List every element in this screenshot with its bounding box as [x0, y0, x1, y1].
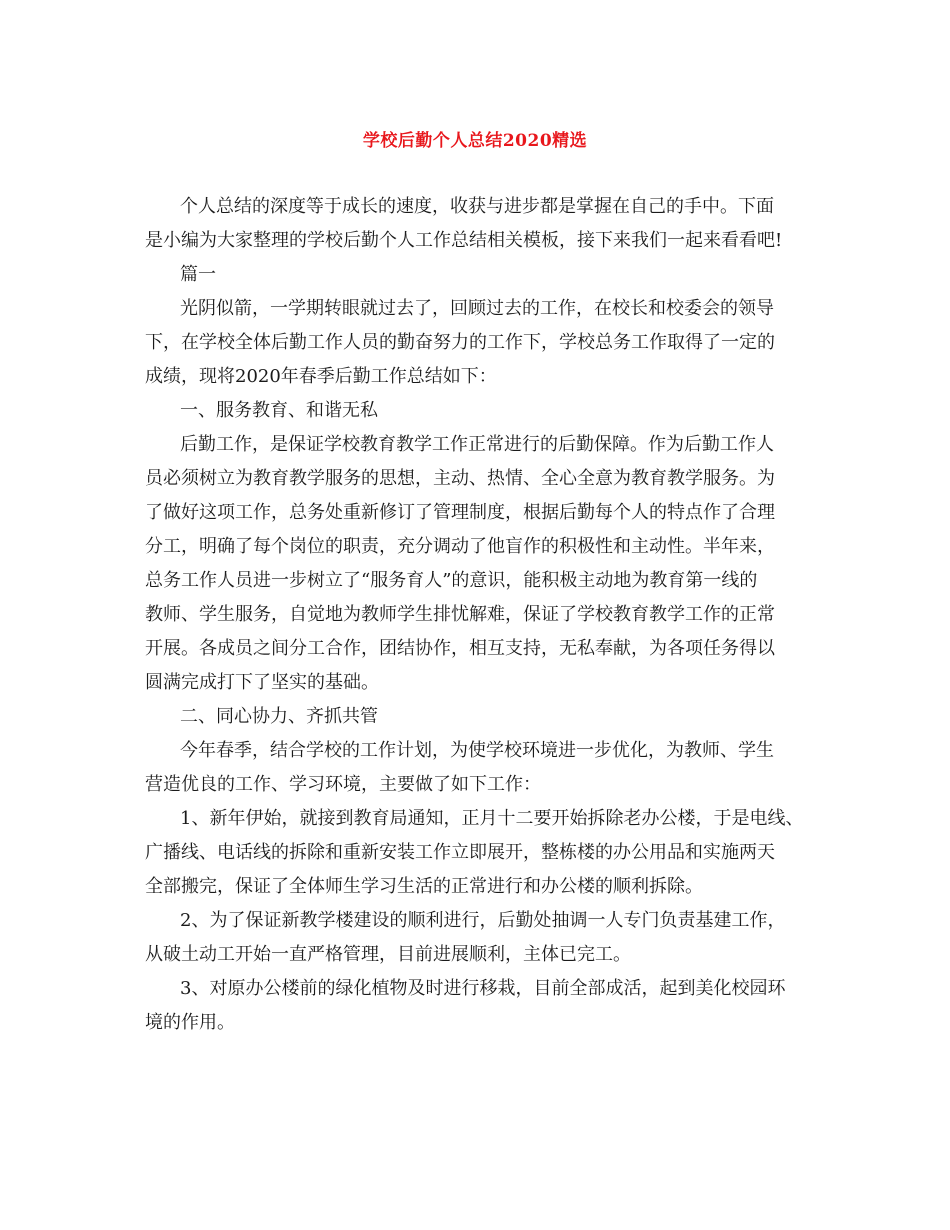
text-line: 分工，明确了每个岗位的职责，充分调动了他盲作的积极性和主动性。半年来，: [145, 536, 775, 557]
text-line: 2、为了保证新教学楼建设的顺利进行，后勤处抽调一人专门负责基建工作，: [180, 910, 786, 931]
text-line: 从破土动工开始一直严格管理，目前进展顺利，主体已完工。: [145, 944, 631, 965]
text-line: 是小编为大家整理的学校后勤个人工作总结相关模板，接下来我们一起来看看吧!: [145, 230, 783, 251]
text-line: 二、同心协力、齐抓共管: [180, 706, 378, 727]
text-line: 一、服务教育、和谐无私: [180, 400, 378, 421]
text-line: 光阴似箭，一学期转眼就过去了，回顾过去的工作，在校长和校委会的领导: [180, 298, 774, 319]
text-line: 教师、学生服务，自觉地为教师学生排忧解难，保证了学校教育教学工作的正常: [145, 604, 775, 625]
text-line: 下，在学校全体后勤工作人员的勤奋努力的工作下，学校总务工作取得了一定的: [145, 332, 775, 353]
document-title: 学校后勤个人总结2020精选: [362, 131, 588, 151]
text-line: 境的作用。: [145, 1012, 235, 1033]
text-line: 今年春季，结合学校的工作计划，为使学校环境进一步优化，为教师、学生: [180, 740, 774, 761]
text-line: 后勤工作，是保证学校教育教学工作正常进行的后勤保障。作为后勤工作人: [180, 434, 774, 455]
text-line: 营造优良的工作、学习环境，主要做了如下工作：: [145, 774, 541, 795]
text-line: 圆满完成打下了坚实的基础。: [145, 672, 379, 693]
text-line: 开展。各成员之间分工合作，团结协作，相互支持，无私奉献，为各项任务得以: [145, 638, 775, 659]
document-body: [145, 190, 820, 1040]
text-line: 了做好这项工作，总务处重新修订了管理制度，根据后勤每个人的特点作了合理: [145, 502, 775, 523]
text-line: 成绩，现将2020年春季后勤工作总结如下：: [145, 366, 497, 387]
text-line: 全部搬完，保证了全体师生学习生活的正常进行和办公楼的顺利拆除。: [145, 876, 703, 897]
text-line: 广播线、电话线的拆除和重新安装工作立即展开，整栋楼的办公用品和实施两天: [145, 842, 775, 863]
text-line: 个人总结的深度等于成长的速度，收获与进步都是掌握在自己的手中。下面: [180, 196, 774, 217]
text-line: 员必须树立为教育教学服务的思想，主动、热情、全心全意为教育教学服务。为: [145, 468, 775, 489]
text-line: 1、新年伊始，就接到教育局通知，正月十二要开始拆除老办公楼，于是电线、: [180, 808, 804, 829]
text-line: 篇一: [180, 264, 216, 285]
text-line: 总务工作人员进一步树立了“服务育人”的意识，能积极主动地为教育第一线的: [145, 570, 758, 591]
text-line: 3、对原办公楼前的绿化植物及时进行移栽，目前全部成活，起到美化校园环: [180, 978, 786, 999]
